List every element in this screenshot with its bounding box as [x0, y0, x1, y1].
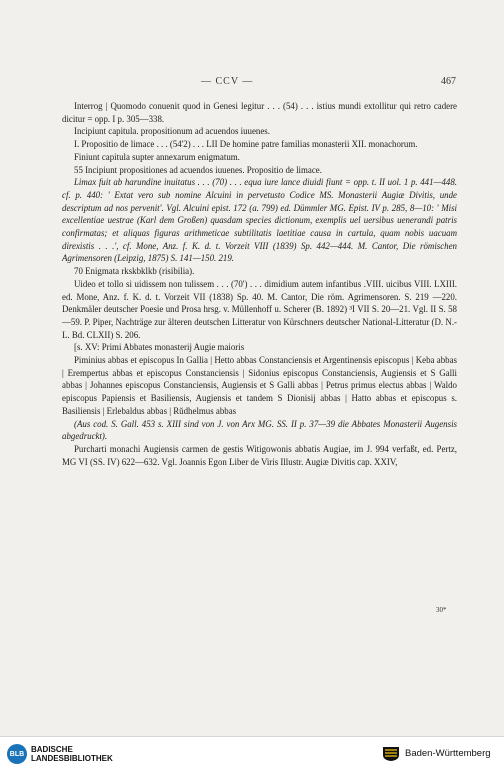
blb-logo[interactable]: BLB: [7, 744, 27, 764]
coat-of-arms-icon[interactable]: [381, 746, 401, 762]
page-number: 467: [441, 76, 456, 87]
paragraph: Limax fuit ab harundine inuitatus . . . (70) . . . equa iure lance diuidi fiunt = opp. t. II uol. 1 p. 441—448. cf. p. 440: ' Extat vero sub nomine Alcuini in pervetusto Codice MS. Monasterii Augiæ Divitis, unde descriptum ad nos pervenit'. Vgl. Alcuini epist. 172 (a. 799) ed. Dümmler MG. Epist. IV p. 285, 8—10: ' Misi excellentiae uestrae (Karl dem Großen) quasdam species dictionum, exemplis uel uersibus uenerandi patris confirmatas; et aliquas figuras arithmeticae subtilitatis laetitiae causa in cartula, quam nobis uacuam direxistis . . .', cf. Mone, Anz. f. K. d. t. Vorzeit VIII (1839) Sp. 442—444. M. Cantor, Die römischen Agrimensoren (Leipzig, 1875) S. 141—150. 219.: [62, 177, 457, 264]
library-name-line1: BADISCHE: [31, 745, 73, 754]
signature-mark: 30*: [436, 606, 447, 614]
library-name-line2: LANDESBIBLIOTHEK: [31, 754, 113, 763]
paragraph: Purcharti monachi Augiensis carmen de gestis Witigowonis abbatis Augiae, im J. 994 verfaßt, ed. Pertz, MG VI (SS. IV) 622—632. Vgl. Joannis Egon Liber de Viris Illustr. Augiæ Divitis cap. XXIV,: [62, 443, 457, 467]
paragraph: 70 Enigmata rkskbklkb (risibilia).: [74, 266, 195, 277]
paragraph: Finiunt capitula supter annexarum enigmatum.: [74, 151, 240, 162]
library-name[interactable]: [31, 745, 113, 763]
paragraph: 55 Incipiunt propositiones ad acuendos iuuenes. Propositio de limace.: [74, 164, 322, 175]
paragraph: Incipiunt capitula. propositionum ad acuendos iuuenes.: [74, 126, 270, 137]
page-roman-numeral: — CCV —: [201, 76, 254, 87]
paragraph: Uideo et tollo si uidissem non tulissem . . . (70') . . . dimidium autem infantibus .VIII. uicibus VIII. LXIII. ed. Mone, Anz. f. K. d. t. Vorzeit VII (1838) Sp. 40. M. Cantor, Die röm. Agrimensoren. S. 219 —220. Denkmäler deutscher Poesie und Prosa hrsg. v. Müllenhoff u. Scherer (B. 1892) ³I VII S. 20—21. Vgl. II S. 58—59. P. Piper, Nachträge zur älteren deutschen Litteratur von Kürschners deutscher National-Litteratur (D. N.-L. Bd. CLXII) S. 206.: [62, 278, 457, 340]
page-header: [56, 76, 456, 90]
paragraph: Interrog | Quomodo conuenit quod in Genesi legitur . . . (54) . . . istius mundi extollitur qui retro cadere dicitur = opp. I p. 305—338.: [62, 101, 457, 124]
page-body: [62, 100, 457, 468]
state-name[interactable]: Baden-Württemberg: [405, 748, 491, 759]
paragraph: [s. XV: Primi Abbates monasterij Augie maioris: [74, 342, 245, 353]
footer-bar: [0, 736, 504, 770]
paragraph: (Aus cod. S. Gall. 453 s. XIII sind von J. von Arx MG. SS. II p. 37—39 die Abbates Monasterii Augensis abgedruckt).: [62, 418, 457, 442]
paragraph: I. Propositio de limace . . . (54'2) . . . LII De homine patre familias monasterii XII. monachorum.: [74, 139, 418, 150]
paragraph: Piminius abbas et episcopus In Gallia | Hetto abbas Constanciensis et Argentinensis episcopus | Keba abbas | Erempertus abbas et episcopus Constanciensis | Sidonius episcopus Constanciensis, Augiensis et S Galli abbas | Johannes episcopus Constanciensis, Augiensis et S Galli abbas | Petrus primus electus abbas | Waldo episcopus Papiensis et Basiliensis, Augiensis et tandem S Dionisij abbas | Hatto abbas et episcopus s. Basiliensis | Erlebaldus abbas | Rŭdhelmus abbas: [62, 355, 457, 416]
